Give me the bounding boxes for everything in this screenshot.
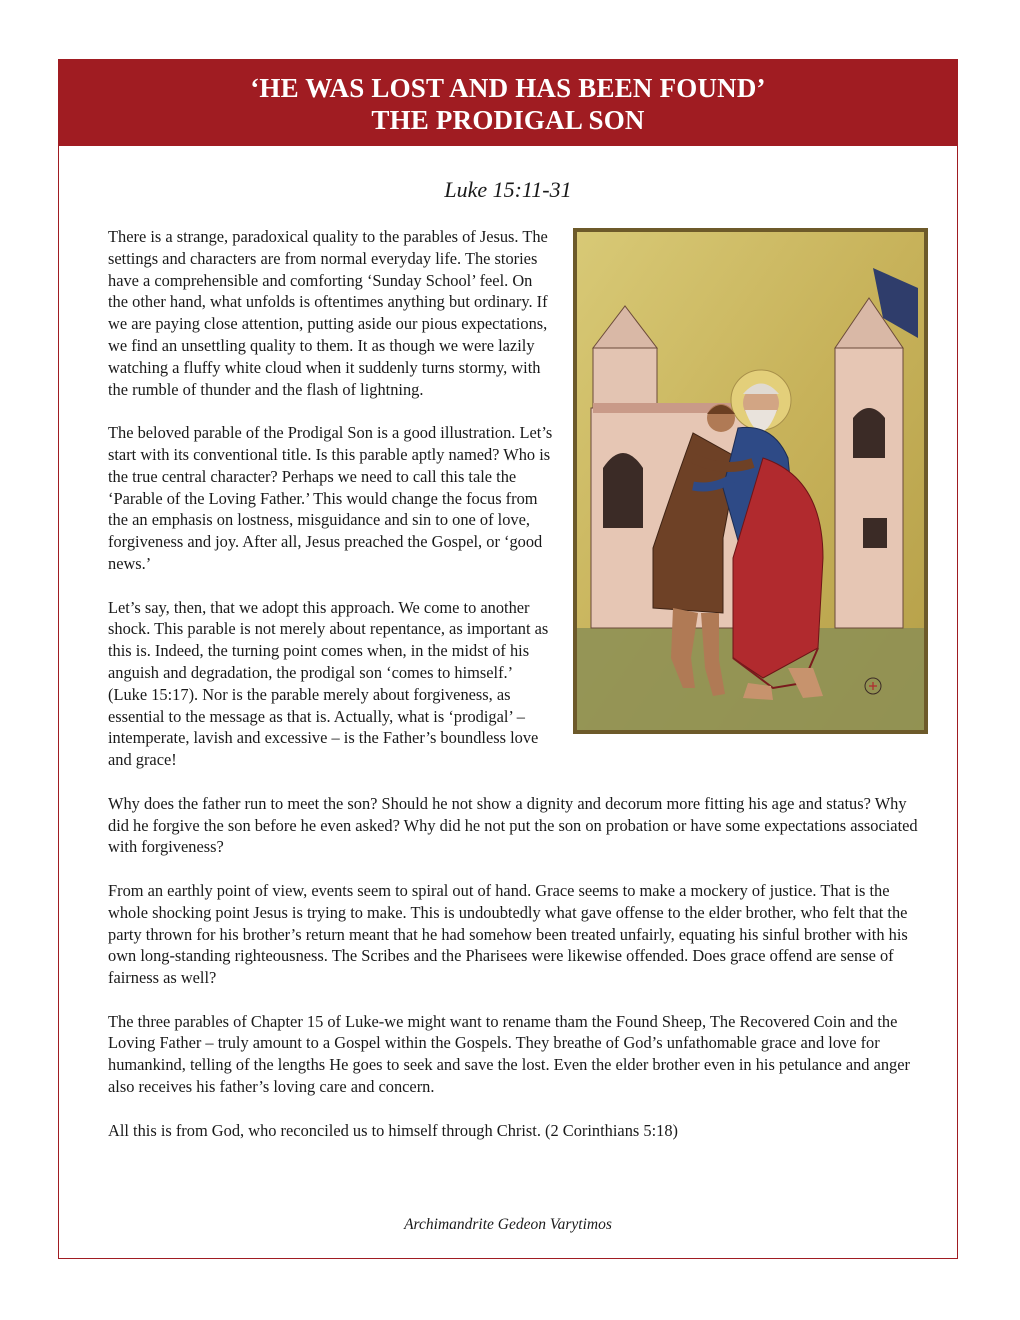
paragraph-1: There is a strange, paradoxical quality to the parables of Jesus. The settings and characters are from normal everyday life. The stories have a comprehensible and comforting ‘Sunday School’ feel. On the other hand, what unfolds is oftentimes anything but ordinary. If we are paying close attention, putting aside our pious expectations, we find an unsettling quality to them. It as though we were lazily watching a fluffy white cloud when it suddenly turns stormy, with the rumble of thunder and the flash of lightning. xyxy=(108,227,548,399)
paragraph-3: Let’s say, then, that we adopt this approach. We come to another shock. This parable is not merely about repentance, as important as this is. Indeed, the turning point comes when, in the midst of his anguish and degradation, the prodigal son ‘comes to himself.’ (Luke 15:17). Nor is the parable merely about forgiveness, as essential to the message as that is. Actually, what is ‘prodigal’ – intemperate, lavish and excessive – is the Father’s boundless love and grace! xyxy=(108,597,549,770)
paragraph-6: The three parables of Chapter 15 of Luke-we might want to rename tham the Found Sheep, The Recovered Coin and the Loving Father – truly amount to a Gospel within the Gospels. They breathe of God’s unfathomable grace and love for humankind, telling of the lengths He goes to seek and save the lost. Even the elder brother even in his petulance and anger also receives his father’s loving care and concern. xyxy=(108,1011,910,1097)
title-banner xyxy=(59,60,957,146)
title-line-2: THE PRODIGAL SON xyxy=(371,105,645,135)
author-signature: Archimandrite Gedeon Varytimos xyxy=(404,1216,612,1233)
title-line-1: ‘HE WAS LOST AND HAS BEEN FOUND’ xyxy=(250,73,766,103)
prodigal-son-icon-image xyxy=(573,228,928,734)
paragraph-2: The beloved parable of the Prodigal Son is a good illustration. Let’s start with its conventional title. Is this parable aptly named? Who is the true central character? Perhaps we need to call this tale the ‘Parable of the Loving Father.’ This would change the focus from the an emphasis on lostness, misguidance and sin to one of love, forgiveness and joy. After all, Jesus preached the Gospel, or ‘good news.’ xyxy=(108,423,553,573)
article-body xyxy=(108,226,928,1163)
paragraph-7: All this is from God, who reconciled us to himself through Christ. (2 Corinthians 5:18) xyxy=(108,1120,678,1140)
paragraph-4: Why does the father run to meet the son? Should he not show a dignity and decorum more fitting his age and status? Why did he forgive the son before he even asked? Why did he not put the son on probation or have some expectations associated with forgiveness? xyxy=(108,793,918,857)
scripture-reference: Luke 15:11-31 xyxy=(444,177,572,202)
article-frame xyxy=(58,59,958,1259)
paragraph-5: From an earthly point of view, events seem to spiral out of hand. Grace seems to make a mockery of justice. That is the whole shocking point Jesus is trying to make. This is undoubtedly what gave offense to the elder brother, who felt that the party thrown for his brother’s return meant that he had somehow been treated unfairly, equating his sinful brother with his own long-standing righteousness. The Scribes and the Pharisees were likewise offended. Does grace offend are sense of fairness as well? xyxy=(108,880,908,988)
